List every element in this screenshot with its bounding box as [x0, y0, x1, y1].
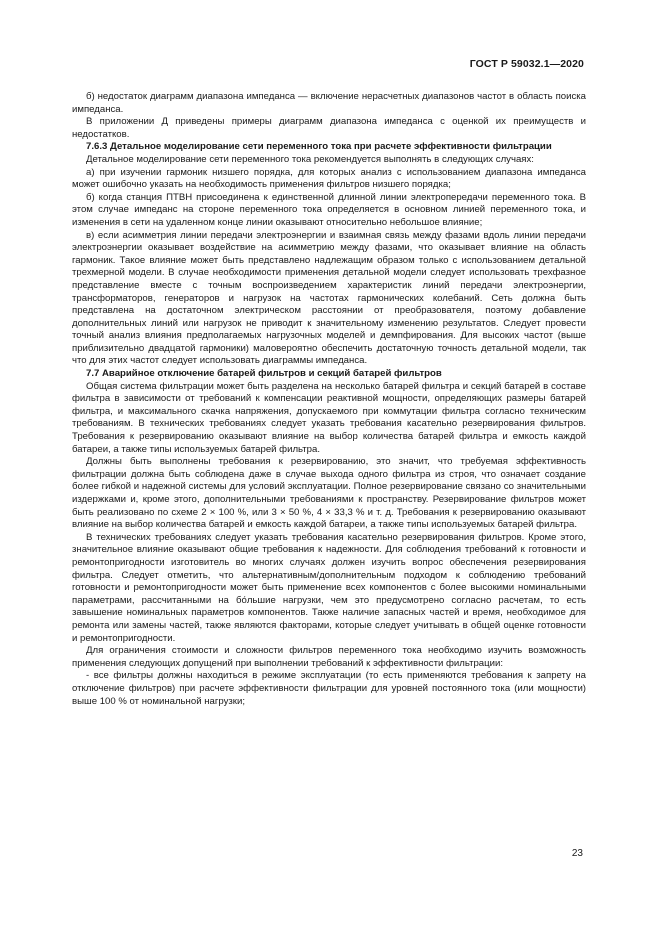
paragraph: Должны быть выполнены требования к резервированию, это значит, что требуемая эффективность фильтрации должна быть соблюдена даже в случае выхода одного фильтра из строя, что означает создание более гибкой и надежной системы для условий эксплуатации. Полное резервирование связано со значительными издержками и, кроме этого, дополнительными требованиями к пространству. Резервирование фильтров может быть реализовано по схеме 2 × 100 %, или 3 × 50 %, 4 × 33,3 % и т. д. Требования к резервированию оказывают влияние на выбор количества батарей и емкость каждой батареи, а также типы используемых батарей фильтра.	[72, 456, 586, 531]
paragraph: б) недостаток диаграмм диапазона импеданса — включение нерасчетных диапазонов частот в область поиска импеданса.	[72, 91, 586, 115]
paragraph: Общая система фильтрации может быть разделена на несколько батарей фильтра и секций батарей в составе фильтра в зависимости от требований к компенсации реактивной мощности, определяющих размеры батарей фильтра, и максимального скачка напряжения, допускаемого при коммутации фильтра согласно техническим требованиям. В технических требованиях следует указать требования касательно резервирования фильтров. Требования к резервированию оказывают влияние на выбор количества батарей фильтра и емкость каждой батареи, а также типы используемых батарей фильтра.	[72, 380, 586, 455]
paragraph: В приложении Д приведены примеры диаграмм диапазона импеданса с оценкой их преимуществ и недостатков.	[72, 116, 586, 140]
document-body	[72, 91, 586, 708]
paragraph: Для ограничения стоимости и сложности фильтров переменного тока необходимо изучить возможность применения следующих допущений при выполнении требований к эффективности фильтрации:	[72, 645, 586, 669]
paragraph: В технических требованиях следует указать требования касательно резервирования фильтров. Кроме этого, значительное влияние оказывают общие требования к надежности. Для соблюдения требований к готовности и ремонтопригодности изготовитель во многих случаях должен изучить вопрос обеспечения резервирования фильтра. Следует отметить, что альтернативным/дополнительным подходом к соблюдению требований готовности и ремонтопригодности может быть применение всех компонентов с более высокими номинальными параметрами, рассчитанными на бо́льшие нагрузки, чем это предусмотрено согласно расчетам, то есть завышение номинальных параметров компонентов. Также наличие запасных частей и время, необходимое для ремонта или замены частей, также являются факторами, которые следует учитывать в общей оценке готовности и ремонтопригодности.	[72, 531, 586, 644]
list-item: - все фильтры должны находиться в режиме эксплуатации (то есть применяются требования к запрету на отключение фильтров) при расчете эффективности фильтрации для уровней постоянного тока (или мощности) выше 100 % от номинальной нагрузки;	[72, 670, 586, 707]
list-item: б) когда станция ПТВН присоединена к единственной длинной линии электропередачи переменного тока. В этом случае импеданс на стороне переменного тока определяется в основном линией переменного тока, и изменения в сети на удаленном конце линии оказывают относительно небольшое влияние;	[72, 191, 586, 228]
page-number: 23	[571, 848, 583, 859]
paragraph: Детальное моделирование сети переменного тока рекомендуется выполнять в следующих случаях:	[86, 153, 534, 165]
section-heading-7-6-3: 7.6.3 Детальное моделирование сети переменного тока при расчете эффективности фильтрации	[86, 141, 552, 153]
section-heading-7-7: 7.7 Аварийное отключение батарей фильтров и секций батарей фильтров	[86, 368, 442, 380]
list-item: а) при изучении гармоник низшего порядка, для которых анализ с использованием диапазона импеданса может ошибочно указать на необходимость применения фильтров низшего порядка;	[72, 166, 586, 191]
document-header: ГОСТ Р 59032.1—2020	[469, 58, 584, 70]
list-item: в) если асимметрия линии передачи электроэнергии и взаимная связь между фазами вдоль линии передачи электроэнергии оказывает воздействие на асимметрию между фазами, что оказывает влияние на область гармоник. Такое влияние может быть представлено надлежащим образом только с использованием детальной трехмерной модели. В случае необходимости применения детальной модели следует использовать трехфазное представление вместе с точным воспроизведением характеристик линий передачи электроэнергии, трансформаторов, генераторов и нагрузок на частотах гармонических колебаний. Сеть должна быть представлена на достаточном электрическом расстоянии от преобразователя, поэтому добавление дополнительных линий или нагрузок не приводит к значительному изменению результатов. Следует провести точный анализ влияния предполагаемых нагрузочных моделей и демпфирования. Для высоких частот (выше приблизительно двадцатой гармоники) маловероятно обеспечить достаточную точность детальной модели, так что для этих частот следует использовать диаграммы импеданса.	[72, 229, 586, 367]
